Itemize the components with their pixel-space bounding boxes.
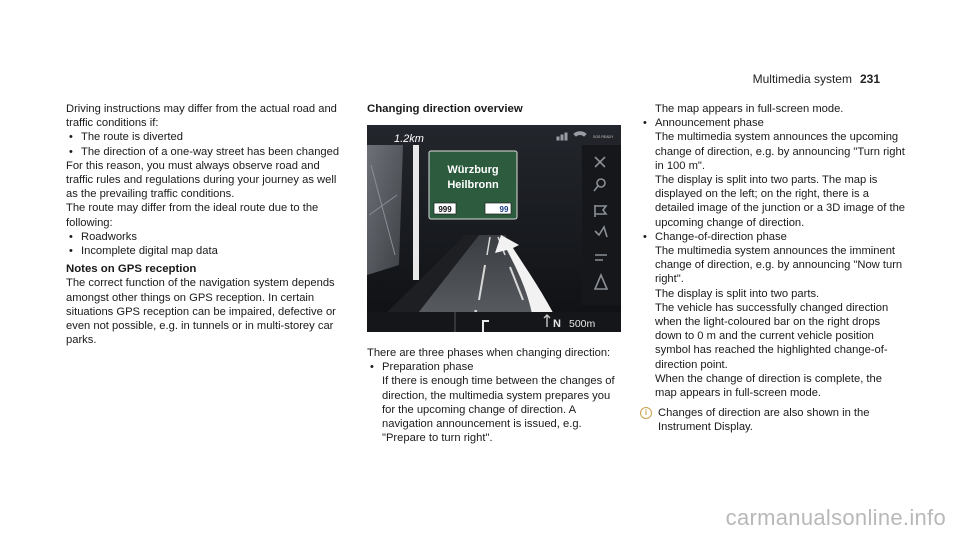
road-number: 999 — [438, 205, 452, 214]
list-item: • Change-of-direction phase — [640, 230, 905, 244]
column-right — [640, 102, 905, 435]
phase-description: When the change of direction is complete, the map appears in full-screen mode. — [655, 372, 882, 400]
note-text: Changes of direction are also shown in the Instrument Display. — [658, 407, 870, 434]
phase-description: The map appears in full-screen mode. — [655, 103, 844, 115]
list-item: • Incomplete digital map data — [66, 244, 349, 258]
list-item: • The direction of a one-way street has been changed — [66, 145, 349, 159]
list-item: • Announcement phase — [640, 116, 905, 130]
section-heading: Changing direction overview — [367, 103, 523, 115]
distance-top: 1.2km — [394, 133, 424, 145]
column-left — [66, 102, 349, 347]
sign-line2: Heilbronn — [447, 179, 499, 191]
navigation-screen-image — [367, 125, 621, 332]
right-menu — [582, 145, 621, 305]
map-strip — [367, 145, 403, 275]
phase-description: The multimedia system announces the upcoming change of direction, e.g. by announcing "Turn right in 100 m". — [655, 131, 905, 172]
note — [640, 406, 905, 434]
watermark: carmanualsonline.info — [725, 505, 946, 530]
phase-description: The display is split into two parts. The map is displayed on the left; on the right, there is a detailed image of the junction or a 3D image of the upcoming change of direction. — [655, 174, 906, 229]
phase-description: The display is split into two parts. — [655, 287, 820, 300]
info-icon: i — [640, 407, 652, 419]
phase-description: The multimedia system announces the imminent change of direction, e.g. by announcing "Now turn right". — [655, 245, 903, 286]
intro-text: Driving instructions may differ from the actual road and traffic conditions if: — [66, 103, 337, 130]
paragraph: The correct function of the navigation system depends amongst other things on GPS reception. In certain situations GPS reception can be impaired, defective or even not possible, e.g. in tunnels or in multi-storey car parks. — [66, 277, 336, 347]
sos-label: SOS READY — [593, 135, 614, 139]
list-item: • Roadworks — [66, 230, 349, 244]
gps-heading: Notes on GPS reception — [66, 263, 197, 276]
sign-line1: Würzburg — [447, 164, 499, 176]
distance-bar — [413, 145, 419, 280]
column-middle-text — [367, 346, 622, 445]
compass: N — [553, 318, 561, 330]
column-middle — [367, 102, 622, 116]
page-number: 231 — [859, 72, 880, 86]
paragraph: For this reason, you must always observe road and traffic rules and regulations during your journey as well as the prevailing traffic conditions. — [66, 159, 337, 201]
page-header — [753, 72, 880, 86]
list-item: • The route is diverted — [66, 130, 349, 144]
section-title: Multimedia system — [752, 72, 852, 86]
phase-description: The vehicle has successfully changed direction when the light-coloured bar on the right drops down to 0 m and the current vehicle position symbol has reached the highlighted change-of-direction point. — [655, 301, 889, 371]
phase-description: If there is enough time between the changes of direction, the multimedia system prepares you for the upcoming change of direction. A navigation announcement is issued, e.g. "Prepare to turn right". — [382, 375, 615, 445]
distance-bottom: 500m — [569, 318, 596, 330]
paragraph: The route may differ from the ideal route due to the following: — [66, 202, 319, 229]
autobahn-number: 99 — [499, 205, 509, 214]
paragraph: There are three phases when changing direction: — [367, 347, 611, 359]
list-item: • Preparation phase — [367, 360, 622, 374]
